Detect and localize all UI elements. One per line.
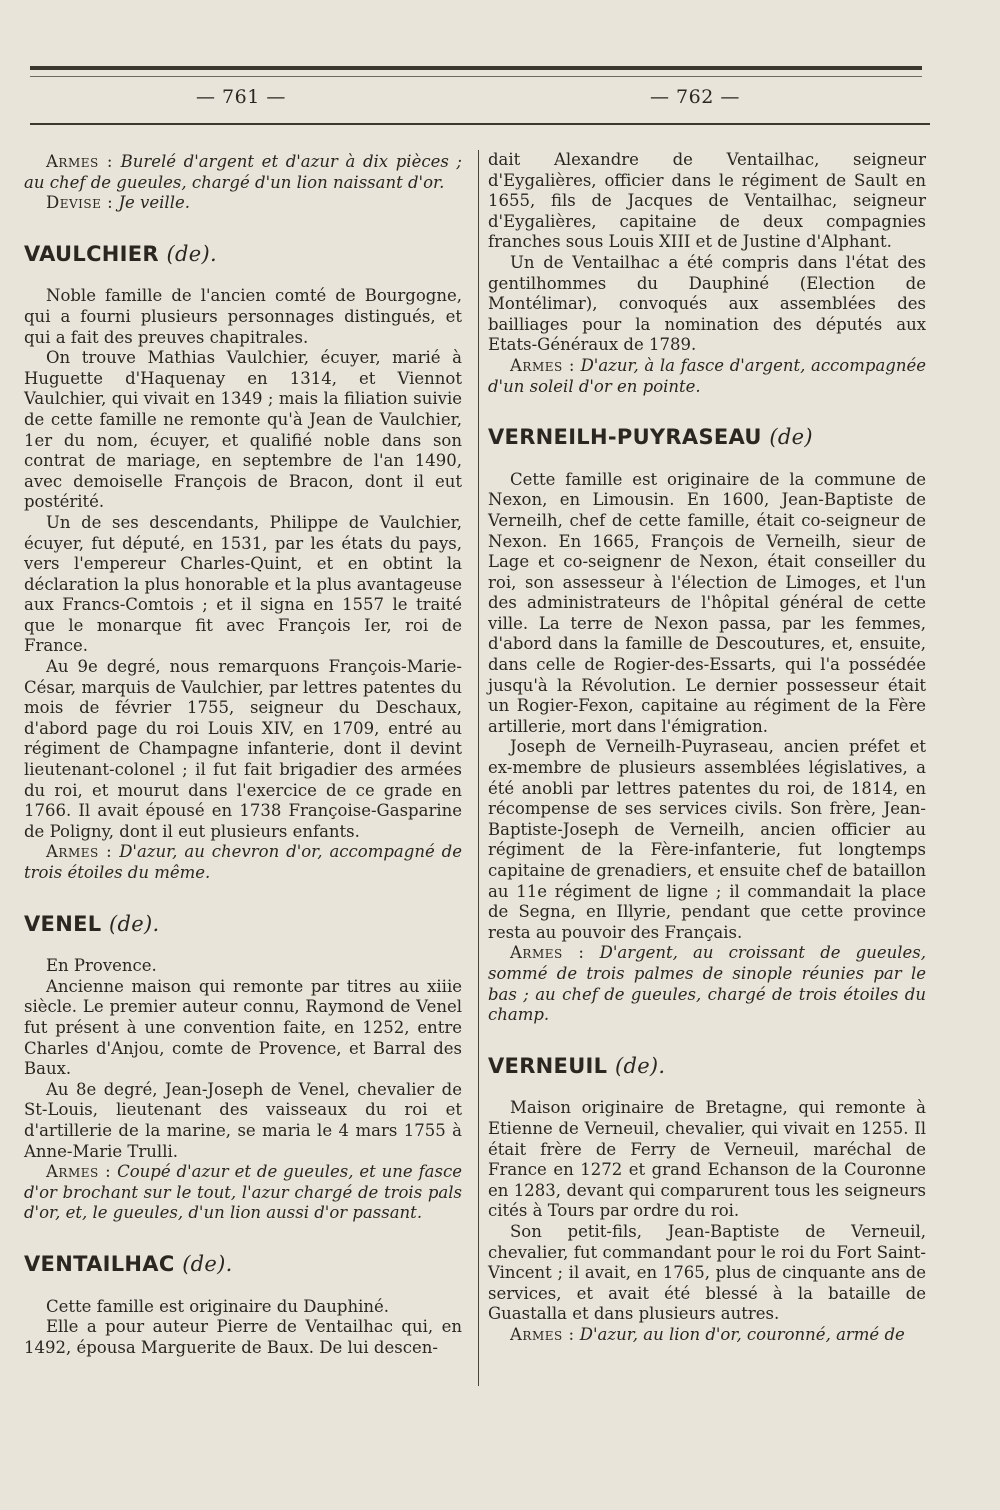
ventailhac-continued-paragraph: dait Alexandre de Ventailhac, seigneur d'Eygalières, officier dans le régiment de Sault en 1655, fils de Jacques de Ventailhac, seigneur d'Eygalières, capitaine de deux compagnies franches sous Louis XIII et de Justine d'Alphant. — [488, 150, 926, 252]
verneilh-paragraph: Joseph de Verneilh-Puyraseau, ancien préfet et ex-membre de plusieurs assemblées législatives, a été anobli par lettres patentes du roi, de 1814, en récompense de ses services civils. Son frère, Jean-Baptiste-Joseph de Verneilh, ancien officier au régiment de la Fère-infanterie, fut longtemps capitaine de grenadiers, et ensuite chef de bataillon au 11e régiment de ligne ; il commandait la place de Segna, en Illyrie, pendant que cette province resta au pouvoir des Français. — [488, 737, 926, 942]
vaulchier-arms: Armes : D'azur, au chevron d'or, accompagné de trois étoiles du même. — [24, 842, 462, 882]
verneilh-paragraph: Cette famille est originaire de la commune de Nexon, en Limousin. En 1600, Jean-Baptiste de Verneilh, chef de cette famille, était co-seigneur de Nexon. En 1665, François de Verneilh, sieur de Lage et co-seignenr de Nexon, était conseiller du roi, son assesseur à l'élection de Limoges, et l'un des administrateurs de l'hôpital général de cette ville. La terre de Nexon passa, par les femmes, d'abord dans la famille de Descoutures, et, ensuite, dans celle de Rogier-des-Essarts, qui l'a possédée jusqu'à la Révolution. Le dernier possesseur était un Rogier-Fexon, capitaine au régiment de la Fère artillerie, mort dans l'émigration. — [488, 469, 926, 736]
column-divider — [478, 150, 479, 1386]
vaulchier-paragraph: Noble famille de l'ancien comté de Bourgogne, qui a fourni plusieurs personnages distingués, et qui a fait des preuves chapitrales. — [24, 286, 462, 347]
right-column — [488, 150, 926, 1345]
vaulchier-paragraph: Un de ses descendants, Philippe de Vaulchier, écuyer, fut député, en 1531, par les états du pays, vers l'empereur Charles-Quint, et en obtint la déclaration la plus honorable et la plus avantageuse aux Francs-Comtois ; et il signa en 1557 le traité que le monarque fit avec François Ier, roi de France. — [24, 512, 462, 656]
left-page-number: — 761 — — [196, 86, 286, 108]
intro-devise: Devise : Je veille. — [46, 193, 190, 213]
right-page-number: — 762 — — [650, 86, 740, 108]
ventailhac-paragraph: Elle a pour auteur Pierre de Ventailhac qui, en 1492, épousa Marguerite de Baux. De lui descen- — [24, 1317, 462, 1357]
intro-arms: Armes : Burelé d'argent et d'azur à dix pièces ; au chef de gueules, chargé d'un lion naissant d'or. — [24, 152, 462, 192]
venel-paragraph: En Provence. — [46, 956, 157, 976]
ventailhac-continued-paragraph: Un de Ventailhac a été compris dans l'état des gentilhommes du Dauphiné (Election de Montélimar), convoqués aux assemblées des bailliages pour la nomination des députés aux Etats-Généraux de 1789. — [488, 252, 926, 355]
vaulchier-paragraph: On trouve Mathias Vaulchier, écuyer, marié à Huguette d'Haquenay en 1314, et Viennot Vaulchier, qui vivait en 1349 ; mais la filiation suivie de cette famille ne remonte qu'à Jean de Vaulchier, 1er du nom, écuyer, et qualifié noble dans son contrat de mariage, en septembre de l'an 1490, avec demoiselle François de Bracon, dont il eut postérité. — [24, 348, 462, 512]
verneuil-paragraph: Son petit-fils, Jean-Baptiste de Verneuil, chevalier, fut commandant pour le roi du Fort Saint-Vincent ; il avait, en 1765, plus de cinquante ans de services, et avait été blessé à la bataille de Guastalla et dans plusieurs autres. — [488, 1221, 926, 1324]
ventailhac-paragraph: Cette famille est originaire du Dauphiné. — [46, 1296, 390, 1316]
venel-paragraph: Ancienne maison qui remonte par titres au xiiie siècle. Le premier auteur connu, Raymond de Venel fut présent à une convention faite, en 1252, entre Charles d'Anjou, comte de Provence, et Barral des Baux. — [24, 976, 462, 1079]
heading-verneilh-puyraseau: VERNEILH-PUYRASEAU (de) — [488, 425, 813, 450]
ventailhac-arms: Armes : D'azur, à la fasce d'argent, accompagnée d'un soleil d'or en pointe. — [488, 355, 926, 396]
heading-verneuil: VERNEUIL (de). — [488, 1053, 666, 1078]
verneilh-arms: Armes : D'argent, au croissant de gueules, sommé de trois palmes de sinople réunies par le bas ; au chef de gueules, chargé de trois étoiles du champ. — [488, 943, 927, 1025]
header-rule — [30, 123, 930, 125]
left-column — [24, 150, 462, 1358]
top-rule — [30, 66, 922, 77]
heading-venel: VENEL (de). — [24, 911, 160, 936]
verneuil-paragraph: Maison originaire de Bretagne, qui remonte à Etienne de Verneuil, chevalier, qui vivait en 1255. Il était frère de Ferry de Verneuil, maréchal de France en 1272 et grand Echanson de la Couronne en 1283, devant qui comparurent tous les seigneurs cités à Tours par ordre du roi. — [488, 1098, 926, 1221]
heading-vaulchier: VAULCHIER (de). — [24, 241, 217, 266]
heading-ventailhac: VENTAILHAC (de). — [24, 1251, 233, 1276]
vaulchier-paragraph: Au 9e degré, nous remarquons François-Marie-César, marquis de Vaulchier, par lettres patentes du mois de février 1755, seigneur du Deschaux, d'abord page du roi Louis XIV, en 1709, entré au régiment de Champagne infanterie, dont il devint lieutenant-colonel ; il fut fait brigadier des armées du roi, et mourut dans l'exercice de ce grade en 1766. Il avait épousé en 1738 Françoise-Gasparine de Poligny, dont il eut plusieurs enfants. — [24, 657, 462, 841]
venel-paragraph: Au 8e degré, Jean-Joseph de Venel, chevalier de St-Louis, lieutenant des vaisseaux du roi et d'artillerie de la marine, se maria le 4 mars 1755 à Anne-Marie Trulli. — [24, 1079, 462, 1161]
venel-arms: Armes : Coupé d'azur et de gueules, et une fasce d'or brochant sur le tout, l'azur chargé de trois pals d'or, et, le gueules, d'un lion aussi d'or passant. — [24, 1162, 462, 1223]
verneuil-arms: Armes : D'azur, au lion d'or, couronné, armé de — [510, 1324, 905, 1344]
